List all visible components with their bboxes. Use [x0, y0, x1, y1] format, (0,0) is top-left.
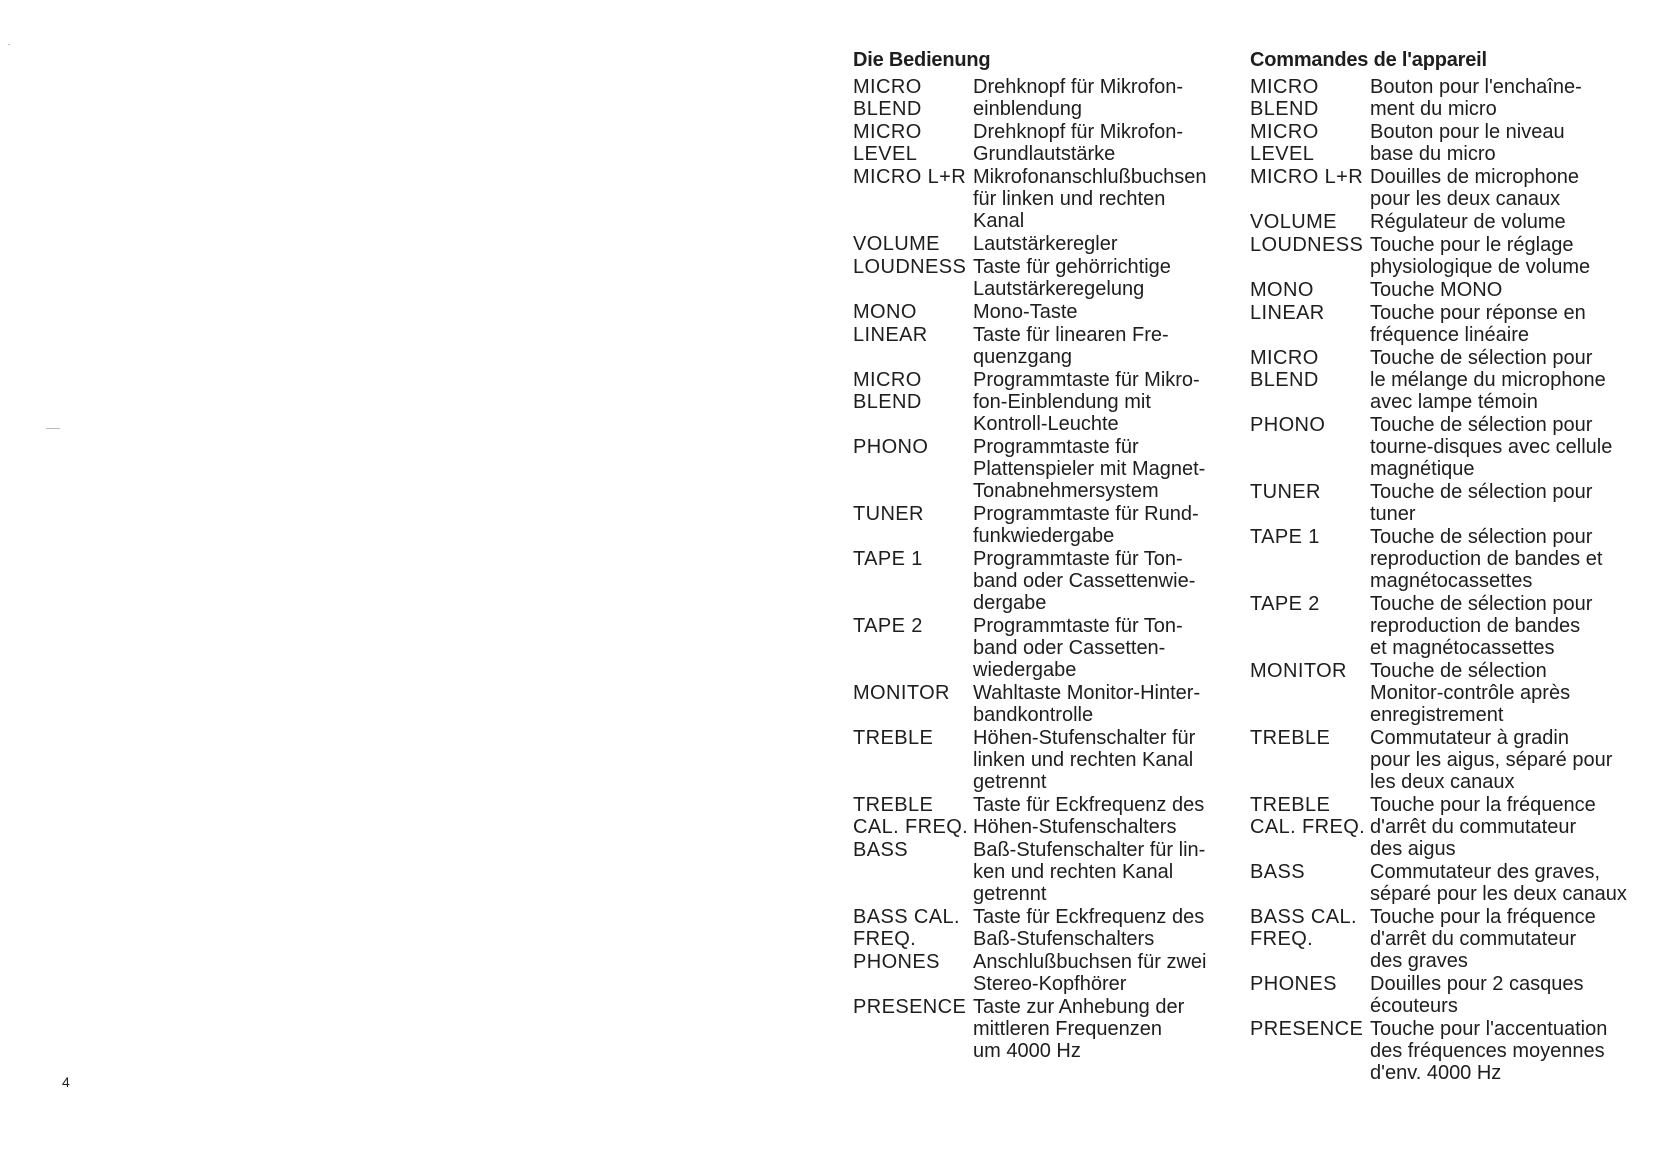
control-entry — [853, 76, 1225, 120]
control-description: Anschlußbuchsen für zwei Stereo-Kopfhörer — [973, 951, 1207, 995]
control-entry — [1250, 973, 1630, 1017]
control-term: PHONO — [1250, 414, 1326, 436]
control-entry — [853, 794, 1225, 838]
control-entry — [853, 727, 1225, 793]
control-description: Taste für gehörrichtige Lautstärkeregelung — [973, 256, 1171, 300]
control-term: TAPE 1 — [1250, 526, 1320, 548]
control-description: Taste für Eckfrequenz des Baß-Stufenschalters — [973, 906, 1205, 950]
control-term: TREBLE — [853, 727, 934, 749]
control-description: Touche MONO — [1370, 279, 1503, 301]
control-term: TREBLE CAL. FREQ. — [1250, 794, 1366, 838]
control-term: PHONES — [1250, 973, 1337, 995]
control-term: PRESENCE — [1250, 1018, 1364, 1040]
german-column — [853, 46, 1225, 1063]
control-description: Programmtaste für Ton- band oder Cassetten- wiedergabe — [973, 615, 1183, 681]
control-description: Lautstärkeregler — [973, 233, 1118, 255]
control-entry — [1250, 861, 1630, 905]
control-term: PHONES — [853, 951, 940, 973]
control-term: MICRO BLEND — [853, 76, 922, 120]
control-description: Touche de sélection pour reproduction de bandes et magnétocassettes — [1370, 593, 1593, 659]
control-description: Mono-Taste — [973, 301, 1078, 323]
control-description: Touche de sélection pour reproduction de bandes et magnétocassettes — [1370, 526, 1603, 592]
french-entries — [1250, 76, 1630, 1084]
control-description: Touche pour le réglage physiologique de volume — [1370, 234, 1591, 278]
control-description: Touche de sélection pour tuner — [1370, 481, 1593, 525]
control-term: TAPE 2 — [853, 615, 923, 637]
control-description: Programmtaste für Plattenspieler mit Magnet- Tonabnehmersystem — [973, 436, 1206, 502]
control-description: Douilles pour 2 casques écouteurs — [1370, 973, 1584, 1017]
control-entry — [853, 839, 1225, 905]
control-entry — [853, 301, 1225, 323]
control-term: VOLUME — [1250, 211, 1337, 233]
control-description: Höhen-Stufenschalter für linken und rechten Kanal getrennt — [973, 727, 1196, 793]
control-term: MICRO BLEND — [1250, 347, 1319, 391]
control-description: Régulateur de volume — [1370, 211, 1566, 233]
control-entry — [1250, 302, 1630, 346]
control-term: MICRO LEVEL — [853, 121, 922, 165]
control-entry — [1250, 347, 1630, 413]
control-entry — [853, 121, 1225, 165]
control-entry — [1250, 166, 1630, 210]
control-term: TAPE 1 — [853, 548, 923, 570]
control-description: Programmtaste für Rund- funkwiedergabe — [973, 503, 1199, 547]
control-description: Touche pour la fréquence d'arrêt du commutateur des aigus — [1370, 794, 1596, 860]
control-entry — [1250, 279, 1630, 301]
control-entry — [1250, 481, 1630, 525]
control-term: MICRO L+R — [853, 166, 967, 188]
control-term: TUNER — [853, 503, 924, 525]
scan-speck — [8, 44, 10, 45]
control-term: TUNER — [1250, 481, 1321, 503]
control-description: Taste für linearen Fre- quenzgang — [973, 324, 1169, 368]
control-term: MICRO BLEND — [853, 369, 922, 413]
control-entry — [1250, 1018, 1630, 1084]
control-entry — [853, 996, 1225, 1062]
control-term: BASS — [1250, 861, 1305, 883]
control-entry — [1250, 593, 1630, 659]
control-term: BASS CAL. FREQ. — [853, 906, 960, 950]
control-term: LINEAR — [853, 324, 928, 346]
page-number: 4 — [62, 1074, 70, 1090]
control-term: MICRO LEVEL — [1250, 121, 1319, 165]
control-description: Touche pour la fréquence d'arrêt du commutateur des graves — [1370, 906, 1596, 972]
control-entry — [853, 548, 1225, 614]
control-entry — [853, 166, 1225, 232]
control-entry — [853, 503, 1225, 547]
control-description: Douilles de microphone pour les deux canaux — [1370, 166, 1580, 210]
control-description: Drehknopf für Mikrofon- Grundlautstärke — [973, 121, 1184, 165]
control-term: TREBLE CAL. FREQ. — [853, 794, 969, 838]
control-description: Touche pour réponse en fréquence linéaire — [1370, 302, 1586, 346]
control-entry — [853, 324, 1225, 368]
control-entry — [1250, 794, 1630, 860]
french-heading: Commandes de l'appareil — [1250, 49, 1487, 71]
control-description: Touche de sélection pour le mélange du microphone avec lampe témoin — [1370, 347, 1606, 413]
control-term: TREBLE — [1250, 727, 1331, 749]
control-description: Commutateur des graves, séparé pour les deux canaux — [1370, 861, 1627, 905]
control-term: LOUDNESS — [1250, 234, 1364, 256]
control-entry — [1250, 76, 1630, 120]
control-entry — [853, 233, 1225, 255]
control-term: MICRO BLEND — [1250, 76, 1319, 120]
control-description: Programmtaste für Mikro- fon-Einblendung mit Kontroll-Leuchte — [973, 369, 1200, 435]
control-entry — [853, 682, 1225, 726]
control-entry — [853, 615, 1225, 681]
control-entry — [1250, 526, 1630, 592]
french-column — [1250, 46, 1630, 1085]
control-entry — [1250, 660, 1630, 726]
control-description: Touche de sélection pour tourne-disques avec cellule magnétique — [1370, 414, 1613, 480]
control-description: Baß-Stufenschalter für lin- ken und rechten Kanal getrennt — [973, 839, 1206, 905]
control-description: Wahltaste Monitor-Hinter- bandkontrolle — [973, 682, 1201, 726]
control-entry — [853, 951, 1225, 995]
control-term: LINEAR — [1250, 302, 1325, 324]
control-term: MONO — [1250, 279, 1314, 301]
german-heading: Die Bedienung — [853, 49, 991, 71]
control-term: MONO — [853, 301, 917, 323]
control-description: Taste für Eckfrequenz des Höhen-Stufenschalters — [973, 794, 1205, 838]
control-entry — [1250, 727, 1630, 793]
control-description: Touche pour l'accentuation des fréquences moyennes d'env. 4000 Hz — [1370, 1018, 1608, 1084]
control-entry — [1250, 234, 1630, 278]
control-term: MICRO L+R — [1250, 166, 1364, 188]
control-description: Mikrofonanschlußbuchsen für linken und rechten Kanal — [973, 166, 1207, 232]
control-term: TAPE 2 — [1250, 593, 1320, 615]
control-description: Programmtaste für Ton- band oder Cassettenwie- dergabe — [973, 548, 1196, 614]
control-term: MONITOR — [853, 682, 950, 704]
control-entry — [853, 906, 1225, 950]
control-term: MONITOR — [1250, 660, 1347, 682]
control-description: Touche de sélection Monitor-contrôle après enregistrement — [1370, 660, 1571, 726]
control-description: Commutateur à gradin pour les aigus, séparé pour les deux canaux — [1370, 727, 1613, 793]
control-entry — [853, 369, 1225, 435]
control-term: BASS CAL. FREQ. — [1250, 906, 1357, 950]
control-description: Bouton pour l'enchaîne- ment du micro — [1370, 76, 1582, 120]
control-term: LOUDNESS — [853, 256, 967, 278]
control-entry — [1250, 414, 1630, 480]
control-term: VOLUME — [853, 233, 940, 255]
german-entries — [853, 76, 1225, 1062]
control-term: PHONO — [853, 436, 929, 458]
control-entry — [853, 256, 1225, 300]
control-term: PRESENCE — [853, 996, 967, 1018]
control-entry — [1250, 211, 1630, 233]
control-term: BASS — [853, 839, 908, 861]
control-description: Bouton pour le niveau base du micro — [1370, 121, 1565, 165]
control-entry — [1250, 906, 1630, 972]
control-description: Taste zur Anhebung der mittleren Frequenzen um 4000 Hz — [973, 996, 1185, 1062]
control-entry — [1250, 121, 1630, 165]
control-entry — [853, 436, 1225, 502]
scan-speck — [46, 428, 60, 429]
control-description: Drehknopf für Mikrofon- einblendung — [973, 76, 1184, 120]
